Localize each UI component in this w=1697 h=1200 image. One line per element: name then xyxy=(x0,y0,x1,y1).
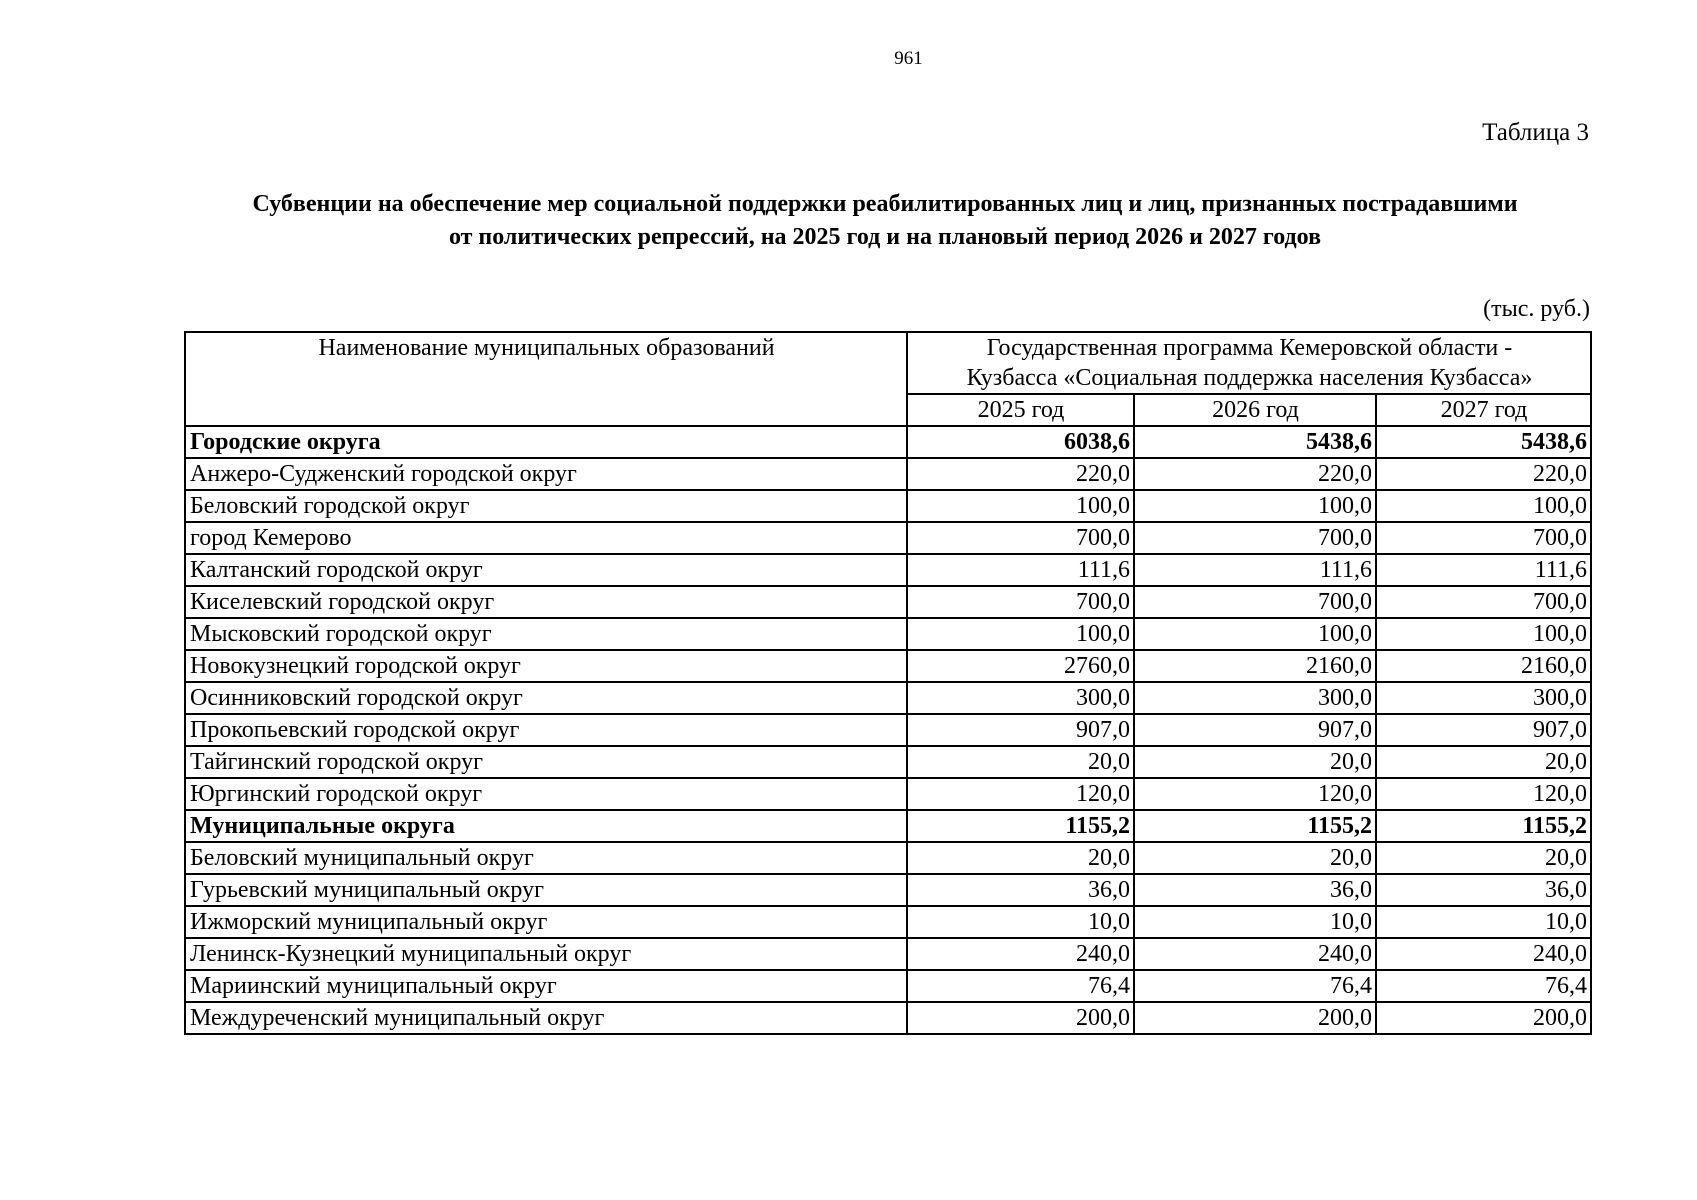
table-row xyxy=(185,458,1591,490)
value-2027-cell: 220,0 xyxy=(1376,458,1591,490)
value-2026-cell: 100,0 xyxy=(1134,618,1376,650)
value-2027-cell: 100,0 xyxy=(1376,490,1591,522)
table-row xyxy=(185,586,1591,618)
municipality-name-cell: Городские округа xyxy=(185,426,907,458)
table-row xyxy=(185,490,1591,522)
value-2027-cell: 240,0 xyxy=(1376,938,1591,970)
value-2025-cell: 36,0 xyxy=(907,874,1134,906)
value-2026-cell: 76,4 xyxy=(1134,970,1376,1002)
value-2027-cell: 120,0 xyxy=(1376,778,1591,810)
title-line-1: Субвенции на обеспечение мер социальной поддержки реабилитированных лиц и лиц, признанных пострадавшими xyxy=(252,191,1518,217)
value-2025-cell: 1155,2 xyxy=(907,810,1134,842)
value-2027-cell: 10,0 xyxy=(1376,906,1591,938)
header-program-line-1: Государственная программа Кемеровской области - xyxy=(986,335,1513,361)
value-2027-cell: 100,0 xyxy=(1376,618,1591,650)
value-2025-cell: 100,0 xyxy=(907,618,1134,650)
value-2026-cell: 20,0 xyxy=(1134,746,1376,778)
value-2026-cell: 300,0 xyxy=(1134,682,1376,714)
municipality-name-cell: Осинниковский городской округ xyxy=(185,682,907,714)
value-2025-cell: 20,0 xyxy=(907,746,1134,778)
value-2027-cell: 5438,6 xyxy=(1376,426,1591,458)
value-2025-cell: 10,0 xyxy=(907,906,1134,938)
header-row-1 xyxy=(185,332,1591,394)
table-group-row xyxy=(185,426,1591,458)
value-2026-cell: 907,0 xyxy=(1134,714,1376,746)
table-body xyxy=(185,426,1591,1034)
header-municipality-name: Наименование муниципальных образований xyxy=(185,332,907,426)
value-2025-cell: 111,6 xyxy=(907,554,1134,586)
value-2025-cell: 100,0 xyxy=(907,490,1134,522)
municipality-name-cell: Ленинск-Кузнецкий муниципальный округ xyxy=(185,938,907,970)
value-2025-cell: 907,0 xyxy=(907,714,1134,746)
value-2026-cell: 120,0 xyxy=(1134,778,1376,810)
value-2025-cell: 200,0 xyxy=(907,1002,1134,1034)
table-row xyxy=(185,650,1591,682)
municipality-name-cell: Калтанский городской округ xyxy=(185,554,907,586)
value-2027-cell: 20,0 xyxy=(1376,842,1591,874)
municipality-name-cell: Беловский городской округ xyxy=(185,490,907,522)
value-2027-cell: 700,0 xyxy=(1376,586,1591,618)
table-group-row xyxy=(185,810,1591,842)
table-row xyxy=(185,682,1591,714)
value-2026-cell: 220,0 xyxy=(1134,458,1376,490)
value-2026-cell: 2160,0 xyxy=(1134,650,1376,682)
municipality-name-cell: Ижморский муниципальный округ xyxy=(185,906,907,938)
municipality-name-cell: Анжеро-Судженский городской округ xyxy=(185,458,907,490)
table-row xyxy=(185,714,1591,746)
municipality-name-cell: Междуреченский муниципальный округ xyxy=(185,1002,907,1034)
title-line-2: от политических репрессий, на 2025 год и на плановый период 2026 и 2027 годов xyxy=(448,224,1322,250)
value-2026-cell: 36,0 xyxy=(1134,874,1376,906)
value-2025-cell: 20,0 xyxy=(907,842,1134,874)
value-2026-cell: 700,0 xyxy=(1134,586,1376,618)
municipality-name-cell: город Кемерово xyxy=(185,522,907,554)
municipality-name-cell: Прокопьевский городской округ xyxy=(185,714,907,746)
value-2025-cell: 300,0 xyxy=(907,682,1134,714)
value-2026-cell: 20,0 xyxy=(1134,842,1376,874)
value-2025-cell: 2760,0 xyxy=(907,650,1134,682)
table-row xyxy=(185,618,1591,650)
value-2025-cell: 700,0 xyxy=(907,586,1134,618)
value-2025-cell: 76,4 xyxy=(907,970,1134,1002)
municipality-name-cell: Гурьевский муниципальный округ xyxy=(185,874,907,906)
table-label: Таблица 3 xyxy=(1482,119,1589,146)
header-program-line-2: Кузбасса «Социальная поддержка населения Кузбасса» xyxy=(966,365,1533,391)
table-row xyxy=(185,554,1591,586)
table-row xyxy=(185,874,1591,906)
value-2025-cell: 240,0 xyxy=(907,938,1134,970)
municipality-name-cell: Муниципальные округа xyxy=(185,810,907,842)
value-2025-cell: 220,0 xyxy=(907,458,1134,490)
page-number: 961 xyxy=(894,48,923,69)
value-2027-cell: 907,0 xyxy=(1376,714,1591,746)
value-2026-cell: 1155,2 xyxy=(1134,810,1376,842)
value-2026-cell: 111,6 xyxy=(1134,554,1376,586)
value-2026-cell: 700,0 xyxy=(1134,522,1376,554)
table-row xyxy=(185,938,1591,970)
table-row xyxy=(185,842,1591,874)
municipality-name-cell: Тайгинский городской округ xyxy=(185,746,907,778)
document-title xyxy=(180,188,1590,254)
header-year-2025: 2025 год xyxy=(907,394,1134,426)
header-year-2026: 2026 год xyxy=(1134,394,1376,426)
value-2027-cell: 36,0 xyxy=(1376,874,1591,906)
header-program xyxy=(907,332,1591,394)
value-2027-cell: 2160,0 xyxy=(1376,650,1591,682)
value-2027-cell: 300,0 xyxy=(1376,682,1591,714)
municipality-name-cell: Беловский муниципальный округ xyxy=(185,842,907,874)
value-2026-cell: 10,0 xyxy=(1134,906,1376,938)
municipality-name-cell: Мариинский муниципальный округ xyxy=(185,970,907,1002)
units-label: (тыс. руб.) xyxy=(1483,296,1590,322)
table-row xyxy=(185,746,1591,778)
value-2026-cell: 100,0 xyxy=(1134,490,1376,522)
value-2026-cell: 200,0 xyxy=(1134,1002,1376,1034)
value-2026-cell: 240,0 xyxy=(1134,938,1376,970)
value-2025-cell: 6038,6 xyxy=(907,426,1134,458)
value-2027-cell: 700,0 xyxy=(1376,522,1591,554)
value-2027-cell: 111,6 xyxy=(1376,554,1591,586)
value-2027-cell: 20,0 xyxy=(1376,746,1591,778)
value-2027-cell: 76,4 xyxy=(1376,970,1591,1002)
table-row xyxy=(185,970,1591,1002)
value-2025-cell: 700,0 xyxy=(907,522,1134,554)
subvention-table xyxy=(184,331,1592,1035)
value-2027-cell: 1155,2 xyxy=(1376,810,1591,842)
municipality-name-cell: Новокузнецкий городской округ xyxy=(185,650,907,682)
value-2027-cell: 200,0 xyxy=(1376,1002,1591,1034)
table-row xyxy=(185,906,1591,938)
municipality-name-cell: Мысковский городской округ xyxy=(185,618,907,650)
value-2026-cell: 5438,6 xyxy=(1134,426,1376,458)
table-row xyxy=(185,1002,1591,1034)
table-header xyxy=(185,332,1591,426)
table-row xyxy=(185,522,1591,554)
header-year-2027: 2027 год xyxy=(1376,394,1591,426)
table-row xyxy=(185,778,1591,810)
municipality-name-cell: Юргинский городской округ xyxy=(185,778,907,810)
value-2025-cell: 120,0 xyxy=(907,778,1134,810)
municipality-name-cell: Киселевский городской округ xyxy=(185,586,907,618)
